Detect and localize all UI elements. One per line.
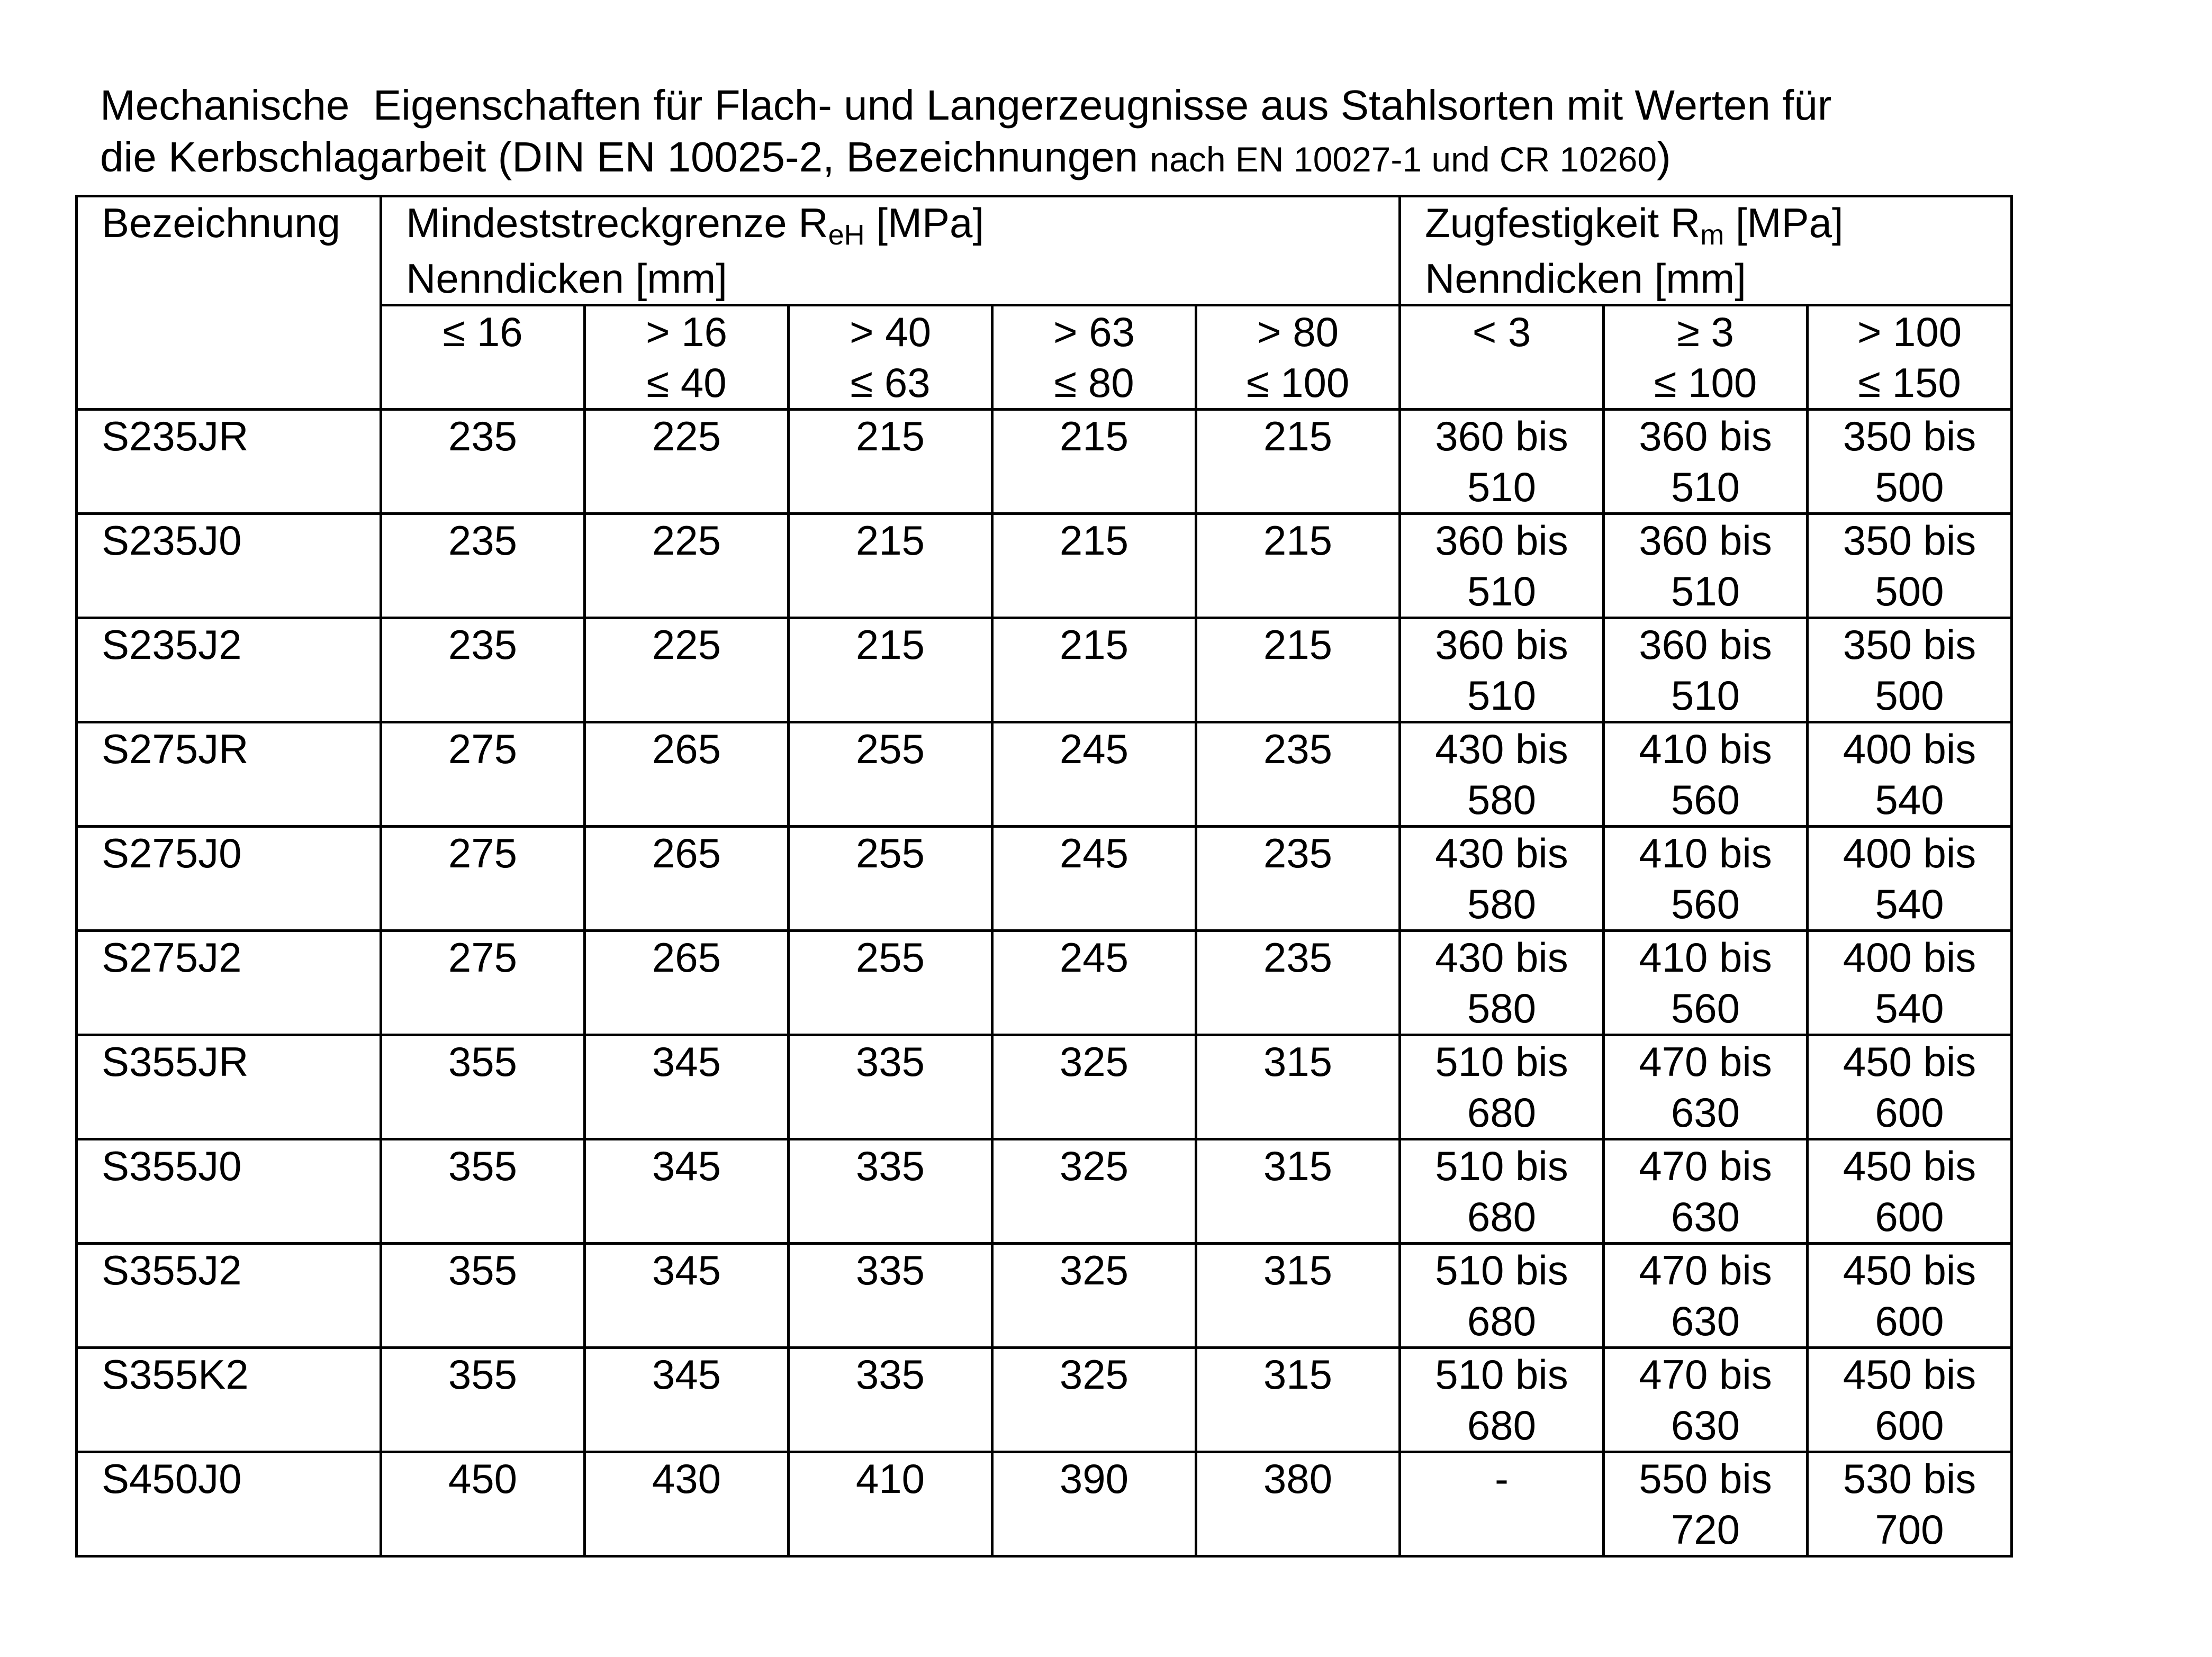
tensile-strength-cell-line: 530 bis bbox=[1843, 1455, 1976, 1502]
yield-strength-cell: 225 bbox=[585, 514, 789, 618]
header-row bbox=[77, 196, 2012, 305]
tensile-strength-cell-line: 630 bbox=[1671, 1402, 1740, 1448]
yield-strength-cell: 215 bbox=[1196, 410, 1400, 514]
yield-strength-cell: 215 bbox=[1196, 618, 1400, 722]
steel-grade-cell: S450J0 bbox=[77, 1452, 381, 1556]
tensile-strength-cell-line: 470 bis bbox=[1639, 1247, 1772, 1293]
tensile-strength-cell-line: 470 bis bbox=[1639, 1038, 1772, 1085]
tensile-strength-cell bbox=[1400, 722, 1604, 827]
tensile-strength-cell-line: 510 bis bbox=[1435, 1038, 1568, 1085]
yield-strength-cell: 410 bbox=[789, 1452, 992, 1556]
tensile-strength-cell-line: 470 bis bbox=[1639, 1351, 1772, 1398]
tensile-strength-cell-line: 680 bbox=[1467, 1089, 1537, 1136]
tensile-strength-cell-line: 510 bbox=[1671, 568, 1740, 614]
tensile-strength-cell bbox=[1400, 514, 1604, 618]
yield-strength-cell: 355 bbox=[381, 1035, 585, 1139]
tensile-strength-cell bbox=[1808, 410, 2012, 514]
tensile-strength-cell-line: 450 bis bbox=[1843, 1351, 1976, 1398]
steel-grade-cell: S275JR bbox=[77, 722, 381, 827]
tensile-strength-cell-line: 680 bbox=[1467, 1402, 1537, 1448]
yield-strength-cell: 355 bbox=[381, 1348, 585, 1452]
tensile-strength-cell bbox=[1400, 1244, 1604, 1348]
yield-strength-cell: 215 bbox=[992, 618, 1196, 722]
yield-strength-cell: 235 bbox=[381, 410, 585, 514]
tensile-strength-cell-line: 510 bis bbox=[1435, 1143, 1568, 1189]
tensile-strength-cell bbox=[1400, 1452, 1604, 1556]
tensile-strength-cell bbox=[1604, 514, 1808, 618]
tensile-strength-cell-line: 510 bis bbox=[1435, 1351, 1568, 1398]
tensile-strength-cell-line: 470 bis bbox=[1639, 1143, 1772, 1189]
table-row bbox=[77, 827, 2012, 931]
table-row bbox=[77, 514, 2012, 618]
thickness-range-cell bbox=[381, 305, 585, 410]
tensile-strength-cell-line: 630 bbox=[1671, 1089, 1740, 1136]
tensile-strength-cell bbox=[1808, 1348, 2012, 1452]
yield-strength-cell: 265 bbox=[585, 722, 789, 827]
tensile-strength-cell bbox=[1808, 514, 2012, 618]
tensile-strength-cell-line: 680 bbox=[1467, 1298, 1537, 1344]
tensile-strength-cell bbox=[1604, 410, 1808, 514]
designation-header-label: Bezeichnung bbox=[102, 200, 341, 246]
tensile-strength-cell bbox=[1400, 1035, 1604, 1139]
yield-strength-subscript: eH bbox=[828, 219, 865, 251]
tensile-strength-cell bbox=[1400, 618, 1604, 722]
table-row bbox=[77, 618, 2012, 722]
tensile-strength-cell-line: 580 bbox=[1467, 776, 1537, 823]
yield-strength-cell: 335 bbox=[789, 1035, 992, 1139]
tensile-strength-cell-line: - bbox=[1495, 1455, 1509, 1502]
yield-strength-cell: 215 bbox=[789, 618, 992, 722]
tensile-strength-cell-line: 700 bbox=[1875, 1506, 1944, 1553]
tensile-strength-cell-line: 720 bbox=[1671, 1506, 1740, 1553]
tensile-strength-cell-line: 400 bis bbox=[1843, 830, 1976, 876]
yield-strength-cell: 215 bbox=[992, 410, 1196, 514]
thickness-range-cell-line: ≤ 40 bbox=[646, 359, 727, 406]
title-line-2 bbox=[100, 131, 2164, 185]
thickness-range-cell bbox=[1604, 305, 1808, 410]
tensile-strength-cell bbox=[1604, 931, 1808, 1035]
tensile-strength-cell bbox=[1604, 1139, 1808, 1244]
tensile-strength-cell-line: 450 bis bbox=[1843, 1143, 1976, 1189]
yield-strength-cell: 345 bbox=[585, 1139, 789, 1244]
tensile-strength-cell bbox=[1604, 1244, 1808, 1348]
tensile-strength-cell bbox=[1808, 618, 2012, 722]
thickness-range-cell-line: ≤ 63 bbox=[850, 359, 931, 406]
title-line-1: Mechanische Eigenschaften für Flach- und Langerzeugnisse aus Stahlsorten mit Werten für bbox=[100, 82, 1832, 129]
tensile-strength-unit: [MPa] bbox=[1724, 200, 1844, 246]
thickness-range-cell-line: > 63 bbox=[1053, 309, 1135, 355]
table-row bbox=[77, 722, 2012, 827]
tensile-strength-cell bbox=[1604, 1348, 1808, 1452]
tensile-strength-cell bbox=[1808, 827, 2012, 931]
thickness-range-cell-line: ≤ 100 bbox=[1654, 359, 1757, 406]
yield-strength-cell: 450 bbox=[381, 1452, 585, 1556]
thickness-range-cell-line: ≤ 16 bbox=[443, 309, 523, 355]
yield-strength-cell: 390 bbox=[992, 1452, 1196, 1556]
yield-strength-cell: 315 bbox=[1196, 1348, 1400, 1452]
document-title bbox=[100, 79, 2164, 185]
yield-strength-cell: 255 bbox=[789, 827, 992, 931]
yield-strength-cell: 235 bbox=[1196, 827, 1400, 931]
yield-strength-cell: 235 bbox=[1196, 722, 1400, 827]
tensile-strength-cell-line: 500 bbox=[1875, 672, 1944, 719]
yield-strength-cell: 275 bbox=[381, 722, 585, 827]
tensile-strength-cell bbox=[1604, 1452, 1808, 1556]
tensile-strength-cell-line: 550 bis bbox=[1639, 1455, 1772, 1502]
tensile-strength-cell-line: 540 bbox=[1875, 881, 1944, 927]
tensile-strength-cell bbox=[1604, 618, 1808, 722]
tensile-strength-cell-line: 430 bis bbox=[1435, 934, 1568, 981]
yield-strength-cell: 355 bbox=[381, 1244, 585, 1348]
tensile-strength-cell-line: 350 bis bbox=[1843, 413, 1976, 459]
yield-strength-cell: 335 bbox=[789, 1139, 992, 1244]
yield-strength-cell: 235 bbox=[381, 618, 585, 722]
thickness-range-cell bbox=[585, 305, 789, 410]
yield-strength-cell: 255 bbox=[789, 722, 992, 827]
yield-strength-cell: 345 bbox=[585, 1348, 789, 1452]
table-row bbox=[77, 1139, 2012, 1244]
yield-strength-cell: 315 bbox=[1196, 1139, 1400, 1244]
steel-grade-cell: S355J2 bbox=[77, 1244, 381, 1348]
tensile-strength-cell-line: 410 bis bbox=[1639, 830, 1772, 876]
table-row bbox=[77, 1035, 2012, 1139]
thickness-range-cell bbox=[992, 305, 1196, 410]
tensile-strength-cell-line: 510 bbox=[1467, 568, 1537, 614]
yield-strength-cell: 335 bbox=[789, 1244, 992, 1348]
yield-strength-cell: 215 bbox=[992, 514, 1196, 618]
tensile-strength-cell-line: 500 bbox=[1875, 464, 1944, 510]
yield-strength-cell: 345 bbox=[585, 1244, 789, 1348]
tensile-strength-cell bbox=[1604, 827, 1808, 931]
yield-strength-cell: 275 bbox=[381, 931, 585, 1035]
yield-strength-cell: 245 bbox=[992, 827, 1196, 931]
yield-strength-cell: 245 bbox=[992, 931, 1196, 1035]
yield-strength-cell: 215 bbox=[1196, 514, 1400, 618]
yield-strength-unit: [MPa] bbox=[864, 200, 985, 246]
tensile-strength-cell bbox=[1400, 931, 1604, 1035]
tensile-strength-cell-line: 430 bis bbox=[1435, 726, 1568, 772]
yield-strength-cell: 265 bbox=[585, 827, 789, 931]
tensile-strength-cell bbox=[1808, 1244, 2012, 1348]
tensile-strength-cell-line: 580 bbox=[1467, 985, 1537, 1031]
tensile-strength-cell-line: 350 bis bbox=[1843, 517, 1976, 564]
yield-thickness-label: Nenndicken [mm] bbox=[406, 255, 727, 302]
tensile-strength-cell-line: 580 bbox=[1467, 881, 1537, 927]
steel-grade-cell: S235J2 bbox=[77, 618, 381, 722]
yield-strength-label bbox=[406, 200, 985, 251]
tensile-strength-cell-line: 560 bbox=[1671, 881, 1740, 927]
yield-strength-cell: 235 bbox=[1196, 931, 1400, 1035]
tensile-strength-label bbox=[1425, 200, 1844, 251]
yield-strength-cell: 265 bbox=[585, 931, 789, 1035]
steel-grade-cell: S355K2 bbox=[77, 1348, 381, 1452]
steel-grade-cell: S355JR bbox=[77, 1035, 381, 1139]
steel-grade-cell: S275J2 bbox=[77, 931, 381, 1035]
thickness-range-cell-line: ≥ 3 bbox=[1677, 309, 1734, 355]
thickness-range-cell-line: ≤ 100 bbox=[1246, 359, 1350, 406]
tensile-strength-cell-line: 400 bis bbox=[1843, 934, 1976, 981]
tensile-strength-cell-line: 400 bis bbox=[1843, 726, 1976, 772]
thickness-range-cell-line: < 3 bbox=[1472, 309, 1531, 355]
yield-strength-cell: 345 bbox=[585, 1035, 789, 1139]
tensile-strength-cell bbox=[1808, 1139, 2012, 1244]
yield-strength-cell: 225 bbox=[585, 410, 789, 514]
yield-strength-cell: 315 bbox=[1196, 1035, 1400, 1139]
title-line-2-main: die Kerbschlagarbeit (DIN EN 10025-2, Bezeichnungen bbox=[100, 133, 1150, 180]
tensile-strength-cell bbox=[1604, 722, 1808, 827]
yield-strength-cell: 430 bbox=[585, 1452, 789, 1556]
tensile-strength-cell-line: 450 bis bbox=[1843, 1247, 1976, 1293]
tensile-strength-subscript: m bbox=[1700, 219, 1725, 251]
thickness-range-cell-line: > 100 bbox=[1857, 309, 1962, 355]
yield-strength-cell: 275 bbox=[381, 827, 585, 931]
steel-grade-cell: S355J0 bbox=[77, 1139, 381, 1244]
designation-header bbox=[77, 196, 381, 410]
yield-strength-cell: 325 bbox=[992, 1139, 1196, 1244]
tensile-strength-cell-line: 540 bbox=[1875, 985, 1944, 1031]
yield-strength-cell: 335 bbox=[789, 1348, 992, 1452]
tensile-strength-cell-line: 560 bbox=[1671, 776, 1740, 823]
table-row bbox=[77, 1452, 2012, 1556]
tensile-strength-cell-line: 630 bbox=[1671, 1193, 1740, 1240]
tensile-strength-cell bbox=[1400, 827, 1604, 931]
yield-strength-cell: 325 bbox=[992, 1348, 1196, 1452]
yield-strength-prefix: Mindeststreckgrenze R bbox=[406, 200, 828, 246]
yield-strength-cell: 215 bbox=[789, 514, 992, 618]
yield-strength-cell: 325 bbox=[992, 1244, 1196, 1348]
tensile-strength-cell bbox=[1808, 1035, 2012, 1139]
tensile-strength-cell bbox=[1400, 1348, 1604, 1452]
tensile-strength-cell-line: 630 bbox=[1671, 1298, 1740, 1344]
tensile-strength-cell bbox=[1604, 1035, 1808, 1139]
yield-strength-cell: 355 bbox=[381, 1139, 585, 1244]
thickness-range-cell-line: ≤ 150 bbox=[1858, 359, 1961, 406]
tensile-strength-cell-line: 350 bis bbox=[1843, 621, 1976, 668]
yield-strength-cell: 225 bbox=[585, 618, 789, 722]
tensile-strength-cell-line: 410 bis bbox=[1639, 934, 1772, 981]
thickness-range-cell-line: > 40 bbox=[850, 309, 931, 355]
yield-strength-cell: 245 bbox=[992, 722, 1196, 827]
yield-strength-cell: 325 bbox=[992, 1035, 1196, 1139]
yield-strength-cell: 380 bbox=[1196, 1452, 1400, 1556]
tensile-strength-cell-line: 560 bbox=[1671, 985, 1740, 1031]
tensile-strength-cell-line: 510 bbox=[1467, 672, 1537, 719]
tensile-strength-prefix: Zugfestigkeit R bbox=[1425, 200, 1701, 246]
thickness-range-cell bbox=[1808, 305, 2012, 410]
tensile-strength-cell-line: 360 bis bbox=[1639, 621, 1772, 668]
tensile-strength-cell-line: 360 bis bbox=[1435, 413, 1568, 459]
tensile-strength-cell bbox=[1808, 722, 2012, 827]
tensile-strength-cell-line: 510 bbox=[1467, 464, 1537, 510]
tensile-strength-cell-line: 540 bbox=[1875, 776, 1944, 823]
tensile-strength-cell-line: 600 bbox=[1875, 1298, 1944, 1344]
yield-strength-cell: 315 bbox=[1196, 1244, 1400, 1348]
thickness-range-cell bbox=[1400, 305, 1604, 410]
table-row bbox=[77, 1244, 2012, 1348]
tensile-strength-header bbox=[1400, 196, 2012, 305]
tensile-strength-cell-line: 600 bbox=[1875, 1193, 1944, 1240]
thickness-range-cell bbox=[789, 305, 992, 410]
tensile-strength-cell bbox=[1400, 1139, 1604, 1244]
thickness-range-cell-line: > 16 bbox=[646, 309, 727, 355]
yield-strength-cell: 215 bbox=[789, 410, 992, 514]
tensile-strength-cell bbox=[1808, 1452, 2012, 1556]
table-row bbox=[77, 931, 2012, 1035]
tensile-strength-cell-line: 510 bbox=[1671, 672, 1740, 719]
title-line-2-small: nach EN 10027-1 und CR 10260 bbox=[1150, 140, 1657, 179]
tensile-strength-cell-line: 360 bis bbox=[1435, 517, 1568, 564]
tensile-strength-cell-line: 450 bis bbox=[1843, 1038, 1976, 1085]
tensile-strength-cell-line: 430 bis bbox=[1435, 830, 1568, 876]
tensile-strength-cell bbox=[1808, 931, 2012, 1035]
tensile-strength-cell-line: 680 bbox=[1467, 1193, 1537, 1240]
table-row bbox=[77, 1348, 2012, 1452]
tensile-thickness-label: Nenndicken [mm] bbox=[1425, 255, 1746, 302]
thickness-range-cell-line: > 80 bbox=[1257, 309, 1339, 355]
steel-grade-cell: S275J0 bbox=[77, 827, 381, 931]
yield-strength-cell: 235 bbox=[381, 514, 585, 618]
tensile-strength-cell bbox=[1400, 410, 1604, 514]
steel-grade-cell: S235J0 bbox=[77, 514, 381, 618]
tensile-strength-cell-line: 500 bbox=[1875, 568, 1944, 614]
yield-strength-header bbox=[381, 196, 1400, 305]
tensile-strength-cell-line: 360 bis bbox=[1639, 517, 1772, 564]
tensile-strength-cell-line: 410 bis bbox=[1639, 726, 1772, 772]
thickness-range-cell bbox=[1196, 305, 1400, 410]
thickness-range-cell-line: ≤ 80 bbox=[1054, 359, 1134, 406]
tensile-strength-cell-line: 360 bis bbox=[1435, 621, 1568, 668]
tensile-strength-cell-line: 360 bis bbox=[1639, 413, 1772, 459]
tensile-strength-cell-line: 600 bbox=[1875, 1089, 1944, 1136]
table-body bbox=[77, 196, 2012, 1556]
tensile-strength-cell-line: 600 bbox=[1875, 1402, 1944, 1448]
yield-strength-cell: 255 bbox=[789, 931, 992, 1035]
tensile-strength-cell-line: 510 bbox=[1671, 464, 1740, 510]
title-line-2-end: ) bbox=[1657, 133, 1671, 180]
steel-properties-table bbox=[75, 195, 2013, 1558]
steel-grade-cell: S235JR bbox=[77, 410, 381, 514]
tensile-strength-cell-line: 510 bis bbox=[1435, 1247, 1568, 1293]
table-row bbox=[77, 410, 2012, 514]
